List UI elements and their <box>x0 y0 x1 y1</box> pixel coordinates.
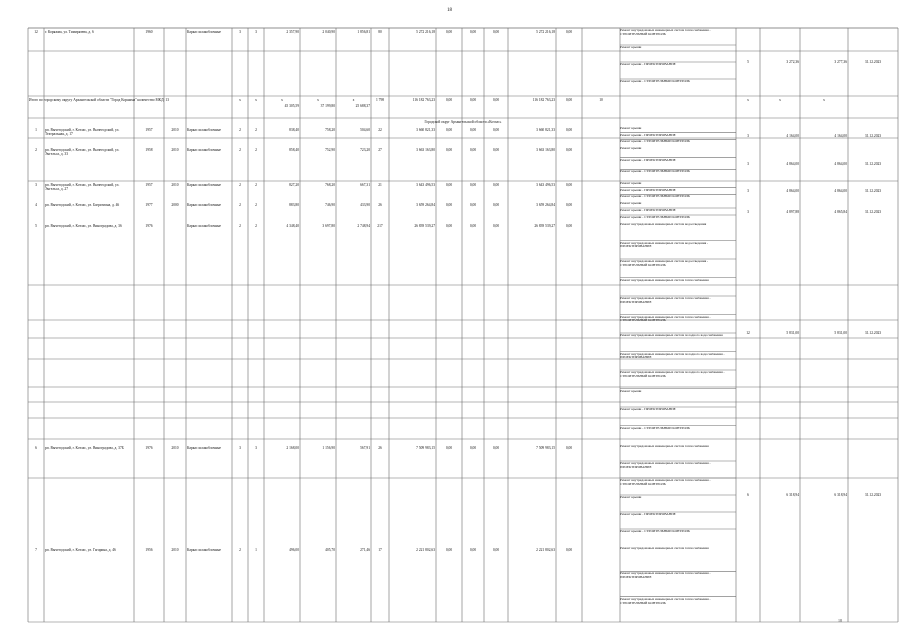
wall-material: Каркас шлакоблочные <box>187 148 222 152</box>
cost-other: 0,00 <box>565 183 573 187</box>
max-cost: 4 865,84 <box>834 209 847 214</box>
address: рп. Вычегодский, г. Котлас, ул. Гагарина, д. 46 <box>45 548 116 552</box>
cost-local: 0,00 <box>492 148 500 152</box>
cost-other: 0,00 <box>565 224 573 228</box>
cost-local: 0,00 <box>492 446 500 450</box>
address: рп. Вычегодский, г. Котлас, ул. Вычегодский, ул. Театральная, д. 17 <box>45 128 120 137</box>
deadline: 31.12.2023 <box>864 331 882 335</box>
cost-local: 0,00 <box>492 183 500 187</box>
cost-regional: 0,00 <box>469 548 477 552</box>
area-total: 883,80 <box>289 203 299 207</box>
max-cost: 5 831,00 <box>834 331 847 335</box>
cost-other: 0,00 <box>565 30 573 34</box>
cost-owners: 3 643 496,53 <box>536 183 555 187</box>
total-residents: 1 798 <box>375 98 385 102</box>
cost-federal: 0,00 <box>445 30 453 34</box>
cost: 26 839 539,27 <box>414 224 435 228</box>
work-item: Ремонт крыши - ПРОЕКТИРОВАНИЕ <box>620 209 676 212</box>
district-header: Городской округ Архангельской области «Котлас» <box>424 120 502 124</box>
cost: 5 272 216,18 <box>416 30 435 34</box>
page-corner-mark: 18 <box>838 618 842 623</box>
area-living: 504,60 <box>360 128 370 132</box>
max-cost: 3 277,36 <box>834 60 847 64</box>
total-c3: x <box>281 98 283 102</box>
floors: 2 <box>239 148 241 152</box>
cost-federal: 0,00 <box>445 203 453 207</box>
area-residential: 405,70 <box>325 548 335 552</box>
entrances: 3 <box>255 30 257 34</box>
cost-other: 0,00 <box>565 446 573 450</box>
cost: 3 659 264,84 <box>416 203 435 207</box>
area-residential: 1 156,90 <box>322 446 335 450</box>
work-item: Ремонт крыши - СТРОИТЕЛЬНЫЙ КОНТРОЛЬ <box>620 530 691 533</box>
address: рп. Вычегодский, г. Котлас, ул. Вычегодский, ул. Энгельса, д. 33 <box>45 148 120 157</box>
work-item: Ремонт крыши <box>620 182 642 185</box>
residents: 22 <box>378 128 382 132</box>
deadline: 31.12.2023 <box>864 189 882 193</box>
floors: 2 <box>239 183 241 187</box>
wall-material: Каркас шлакоблочные <box>187 30 222 34</box>
floors: 2 <box>239 128 241 132</box>
work-count: 3 <box>747 189 749 193</box>
work-count: 12 <box>746 331 750 335</box>
row-number: 7 <box>35 548 37 552</box>
area-living: 567,91 <box>360 446 370 450</box>
area-total: 4 348,40 <box>286 224 299 228</box>
cost-federal: 0,00 <box>445 446 453 450</box>
area-total: 858,40 <box>289 148 299 152</box>
cost-federal: 0,00 <box>445 548 453 552</box>
work-item: Ремонт внутридомовых инженерных систем теплоснабжения <box>620 278 709 282</box>
row-number: 1 <box>35 128 37 132</box>
work-item: Ремонт внутридомовых инженерных систем теплоснабжения - ПРОЕКТИРОВАНИЕ <box>620 462 711 469</box>
entrances: 3 <box>255 446 257 450</box>
specific-cost: 6 318,94 <box>786 493 799 497</box>
work-item: Ремонт крыши - ПРОЕКТИРОВАНИЕ <box>620 63 676 66</box>
cost: 3 660 821,33 <box>416 128 435 132</box>
residents: 21 <box>378 183 382 187</box>
cost-federal: 0,00 <box>445 183 453 187</box>
cost-regional: 0,00 <box>469 128 477 132</box>
row-number: 2 <box>35 148 37 152</box>
entrances: 2 <box>255 224 257 228</box>
total-cost-total: 116 182 763,23 <box>532 98 555 102</box>
wall-material: Каркас шлакоблочные <box>187 203 222 207</box>
work-count: 3 <box>747 209 749 214</box>
area-living: 667,31 <box>360 183 370 187</box>
total-c2: x <box>255 98 257 102</box>
work-item: Ремонт внутридомовых инженерных систем теплоснабжения - СТРОИТЕЛЬНЫЙ КОНТРОЛЬ <box>620 29 711 36</box>
work-item: Ремонт крыши <box>620 389 642 393</box>
year-repair: 2000 <box>171 203 179 207</box>
cost-owners: 3 660 821,33 <box>536 128 555 132</box>
total-c-e: x <box>747 98 749 102</box>
total-area-total: 45 305,59 <box>284 104 299 108</box>
area-total: 2 357,90 <box>286 30 299 34</box>
deadline: 31.12.2023 <box>864 60 882 64</box>
cost-other: 0,00 <box>565 148 573 152</box>
row-number: 3 <box>35 183 37 187</box>
year-repair: 2010 <box>171 128 179 132</box>
work-item: Ремонт крыши <box>620 496 642 499</box>
cost-regional: 0,00 <box>469 148 477 152</box>
work-item: Ремонт крыши <box>620 46 642 49</box>
work-item: Ремонт внутридомовых инженерных систем теплоснабжения - ПРОЕКТИРОВАНИЕ <box>620 572 711 580</box>
work-item: Ремонт крыши - ПРОЕКТИРОВАНИЕ <box>620 408 676 411</box>
entrances: 1 <box>255 548 257 552</box>
floors: 3 <box>239 30 241 34</box>
specific-cost: 4 164,00 <box>786 134 799 138</box>
row-number: 12 <box>34 30 38 34</box>
year-repair: 2010 <box>171 148 179 152</box>
cost-local: 0,00 <box>492 128 500 132</box>
area-living: 2 748,94 <box>357 224 370 228</box>
cost: 7 509 983,15 <box>416 446 435 450</box>
cost-federal: 0,00 <box>445 128 453 132</box>
work-item: Ремонт внутридомовых инженерных систем водоотведения - СТРОИТЕЛЬНЫЙ КОНТРОЛЬ <box>620 260 709 267</box>
wall-material: Каркас шлакоблочные <box>187 446 222 450</box>
year-built: 1976 <box>145 224 153 228</box>
work-item: Ремонт крыши - ПРОЕКТИРОВАНИЕ <box>620 513 676 516</box>
area-residential: 752,90 <box>325 148 335 152</box>
area-living: 723,20 <box>360 148 370 152</box>
cost-regional: 0,00 <box>469 30 477 34</box>
area-residential: 746,90 <box>325 203 335 207</box>
specific-cost: 4 864,00 <box>786 189 799 193</box>
max-cost: 4 864,00 <box>834 189 847 193</box>
work-item: Ремонт внутридомовых инженерных систем холодного водоснабжения - ПРОЕКТИРОВАНИЕ <box>620 352 725 360</box>
cost-owners: 3 663 163,80 <box>536 148 555 152</box>
year-built: 1977 <box>145 203 153 207</box>
work-item: Ремонт крыши <box>620 127 642 130</box>
specific-cost: 5 831,00 <box>786 331 799 335</box>
cost-owners: 5 272 216,18 <box>536 30 555 34</box>
work-item: Ремонт крыши - ПРОЕКТИРОВАНИЕ <box>620 158 676 162</box>
deadline: 31.12.2023 <box>864 134 882 138</box>
wall-material: Каркас шлакоблочные <box>187 224 222 228</box>
wall-material: Каркас шлакоблочные <box>187 548 222 552</box>
total-c-b: 0,00 <box>469 98 477 102</box>
entrances: 2 <box>255 203 257 207</box>
work-item: Ремонт внутридомовых инженерных систем теплоснабжения - СТРОИТЕЛЬНЫЙ КОНТРОЛЬ <box>620 479 711 486</box>
cost-regional: 0,00 <box>469 203 477 207</box>
row-number: 4 <box>35 203 37 207</box>
work-item: Ремонт крыши - СТРОИТЕЛЬНЫЙ КОНТРОЛЬ <box>620 80 691 83</box>
total-c5: x <box>352 98 355 102</box>
entrances: 2 <box>255 183 257 187</box>
work-item: Ремонт крыши - СТРОИТЕЛЬНЫЙ КОНТРОЛЬ <box>620 195 691 199</box>
cost: 3 643 496,53 <box>416 183 435 187</box>
residents: 26 <box>378 446 382 450</box>
total-c4: x <box>317 98 319 102</box>
work-count: 3 <box>747 134 749 138</box>
floors: 2 <box>239 203 241 207</box>
page-number: 18 <box>447 8 452 13</box>
cost-regional: 0,00 <box>469 224 477 228</box>
residents: 80 <box>378 30 382 34</box>
deadline: 31.12.2023 <box>864 161 882 166</box>
work-item: Ремонт крыши - ПРОЕКТИРОВАНИЕ <box>620 133 676 137</box>
work-item: Ремонт внутридомовых инженерных систем теплоснабжения - ПРОЕКТИРОВАНИЕ <box>620 297 711 304</box>
work-item: Ремонт внутридомовых инженерных систем водоотведения - ПРОЕКТИРОВАНИЕ <box>620 241 709 249</box>
work-item: Ремонт внутридомовых инженерных систем теплоснабжения - СТРОИТЕЛЬНЫЙ КОНТРОЛЬ <box>620 315 711 323</box>
residents: 17 <box>378 548 382 552</box>
max-cost: 4 864,00 <box>834 161 847 166</box>
total-count: 10 <box>599 98 603 102</box>
cost: 3 663 163,80 <box>416 148 435 152</box>
floors: 3 <box>239 446 241 450</box>
work-count: 6 <box>747 493 749 497</box>
total-c-c: 0,00 <box>492 98 500 102</box>
cost-other: 0,00 <box>565 548 573 552</box>
cost-other: 0,00 <box>565 203 573 207</box>
residents: 27 <box>378 148 382 152</box>
year-built: 1956 <box>145 548 153 552</box>
cost-other: 0,00 <box>565 128 573 132</box>
work-item: Ремонт крыши - ПРОЕКТИРОВАНИЕ <box>620 188 676 192</box>
total-area-residential: 37 199,80 <box>320 104 335 108</box>
year-built: 1958 <box>145 148 153 152</box>
wall-material: Каркас шлакоблочные <box>187 128 222 132</box>
row-number: 5 <box>35 224 37 228</box>
address: рп. Вычегодский, г. Котлас, ул. Виноградова, д. 36 <box>45 224 122 228</box>
work-item: Ремонт крыши - СТРОИТЕЛЬНЫЙ КОНТРОЛЬ <box>620 216 691 219</box>
area-total: 496,00 <box>289 548 299 552</box>
work-item: Ремонт крыши - СТРОИТЕЛЬНЫЙ КОНТРОЛЬ <box>620 170 691 174</box>
wall-material: Каркас шлакоблочные <box>187 183 222 187</box>
total-c-d: 0,00 <box>565 98 573 102</box>
cost-owners: 7 509 983,15 <box>536 446 555 450</box>
work-item: Ремонт внутридомовых инженерных систем теплоснабжения <box>620 445 709 448</box>
year-repair: 2010 <box>171 183 179 187</box>
cost-local: 0,00 <box>492 203 500 207</box>
address: г. Коряжма, ул. Тимирязева, д. 6 <box>45 30 94 34</box>
total-area-living: 25 688,37 <box>355 104 370 108</box>
work-count: 3 <box>747 161 749 166</box>
cost-local: 0,00 <box>492 30 500 34</box>
cost-local: 0,00 <box>492 548 500 552</box>
max-cost: 4 164,00 <box>834 134 847 138</box>
cost-federal: 0,00 <box>445 224 453 228</box>
area-total: 2 168,00 <box>286 446 299 450</box>
row-number: 6 <box>35 446 37 450</box>
max-cost: 6 318,94 <box>834 493 847 497</box>
cost-regional: 0,00 <box>469 183 477 187</box>
area-residential: 758,20 <box>325 128 335 132</box>
cost-owners: 2 221 802,63 <box>536 548 555 552</box>
floors: 2 <box>239 224 241 228</box>
cost: 2 221 802,63 <box>416 548 435 552</box>
total-c-a: 0,00 <box>445 98 453 102</box>
area-residential: 768,20 <box>325 183 335 187</box>
address: рп. Вычегодский, г. Котлас, ул. Багратиона, д. 46 <box>45 203 120 207</box>
work-item: Ремонт крыши - СТРОИТЕЛЬНЫЙ КОНТРОЛЬ <box>620 140 691 144</box>
year-repair: 2010 <box>171 548 179 552</box>
year-built: 1960 <box>145 30 153 34</box>
total-c-g: x <box>823 98 825 102</box>
total-label: Итого по городскому округу Архангельской области "Город Коряжма" количество МКД: 13 <box>29 98 170 102</box>
total-c1: x <box>239 98 241 102</box>
address: рп. Вычегодский, г. Котлас, ул. Вычегодский, ул. Энгельса, д. 27 <box>45 183 120 192</box>
cost-local: 0,00 <box>492 224 500 228</box>
work-count: 5 <box>747 60 749 64</box>
specific-cost: 4 897,88 <box>786 209 799 214</box>
work-item: Ремонт крыши - СТРОИТЕЛЬНЫЙ КОНТРОЛЬ <box>620 426 691 430</box>
cost-owners: 26 839 539,27 <box>534 224 555 228</box>
year-built: 1976 <box>145 446 153 450</box>
area-total: 827,20 <box>289 183 299 187</box>
work-item: Ремонт внутридомовых инженерных систем холодного водоснабжения - СТРОИТЕЛЬНЫЙ КОНТРОЛЬ <box>620 371 725 378</box>
work-item: Ремонт внутридомовых инженерных систем холодного водоснабжения <box>620 334 723 337</box>
entrances: 2 <box>255 148 257 152</box>
area-living: 433,90 <box>360 203 370 207</box>
year-built: 1957 <box>145 128 153 132</box>
area-total: 838,40 <box>289 128 299 132</box>
specific-cost: 4 864,00 <box>786 161 799 166</box>
cost-federal: 0,00 <box>445 148 453 152</box>
total-cost: 116 182 763,23 <box>412 98 435 102</box>
floors: 2 <box>239 548 241 552</box>
deadline: 31.12.2023 <box>864 493 882 497</box>
work-item: Ремонт внутридомовых инженерных систем водоотведения <box>620 223 707 226</box>
specific-cost: 3 272,36 <box>786 60 799 64</box>
cost-owners: 3 659 264,84 <box>536 203 555 207</box>
cost-regional: 0,00 <box>469 446 477 450</box>
work-item: Ремонт крыши <box>620 147 642 150</box>
address: рп. Вычегодский, г. Котлас, ул. Виноградова, д. 37Б <box>45 446 124 450</box>
residents: 26 <box>378 203 382 207</box>
area-living: 1 856,81 <box>357 30 370 34</box>
area-living: 271,46 <box>360 548 370 552</box>
work-item: Ремонт внутридомовых инженерных систем теплоснабжения - СТРОИТЕЛЬНЫЙ КОНТРОЛЬ <box>620 597 711 605</box>
work-item: Ремонт внутридомовых инженерных систем теплоснабжения <box>620 547 709 550</box>
area-residential: 3 697,80 <box>322 224 335 228</box>
year-repair: 2010 <box>171 446 179 450</box>
entrances: 2 <box>255 128 257 132</box>
residents: 217 <box>377 224 383 228</box>
work-item: Ремонт крыши <box>620 202 642 205</box>
year-built: 1957 <box>145 183 153 187</box>
total-c-f: x <box>779 98 781 102</box>
deadline: 31.12.2023 <box>864 209 882 214</box>
area-residential: 2 040,90 <box>322 30 335 34</box>
